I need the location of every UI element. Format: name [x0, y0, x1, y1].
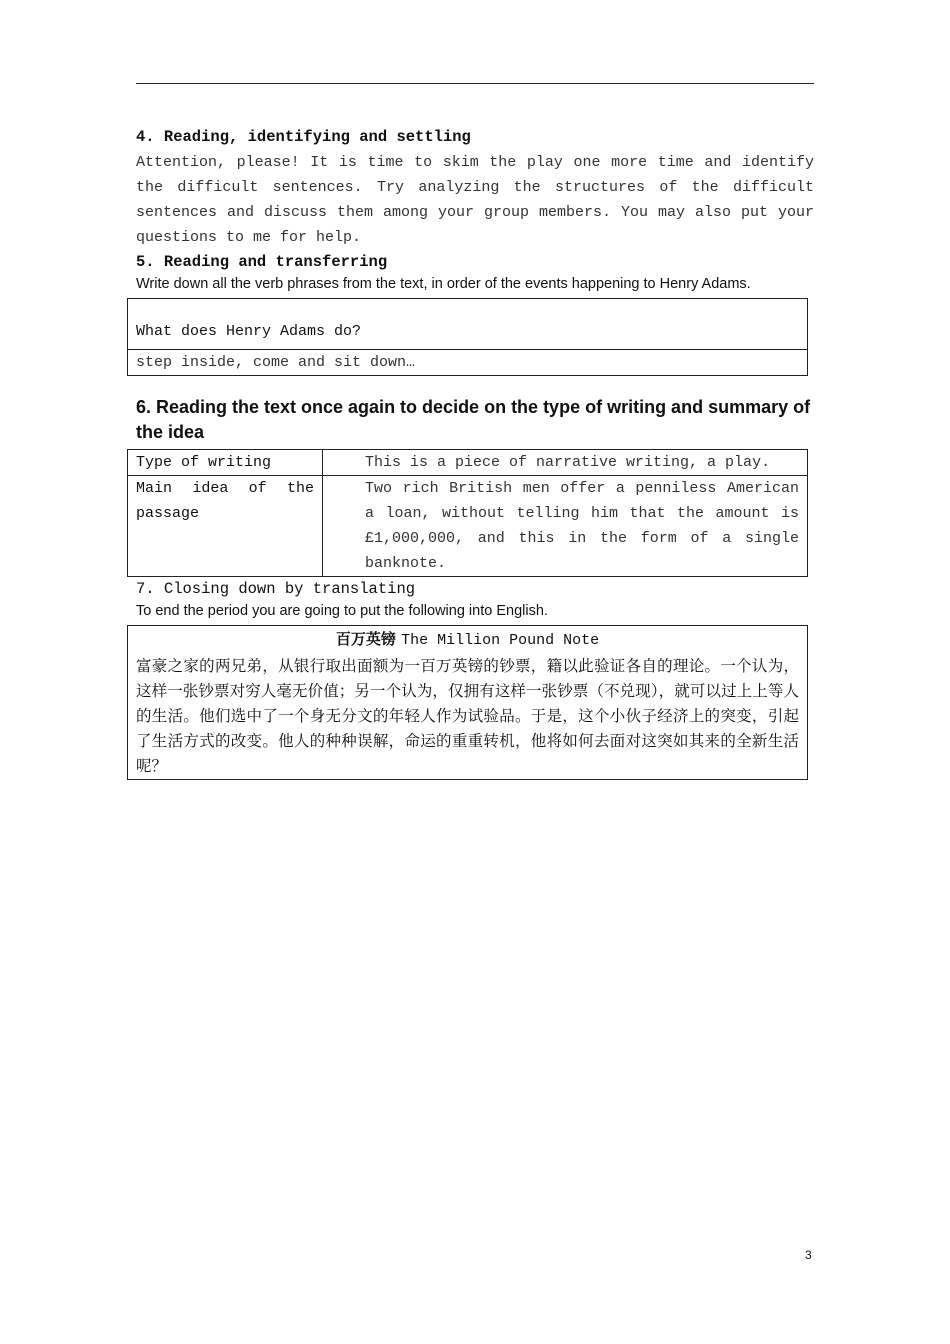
type-of-writing-value: This is a piece of narrative writing, a play. [323, 450, 808, 476]
translation-title-en: The Million Pound Note [401, 632, 600, 649]
verb-phrase-table [127, 298, 808, 376]
section-5-instruction: Write down all the verb phrases from the text, in order of the events happening to Henry Adams. [136, 276, 751, 292]
type-of-writing-label: Type of writing [128, 450, 323, 476]
verb-table-value: step inside, come and sit down… [128, 350, 808, 376]
verb-table-header-text: What does Henry Adams do? [136, 323, 362, 340]
main-idea-value: Two rich British men offer a penniless American a loan, without telling him that the amount is £1,000,000, and this in the form of a single banknote. [323, 476, 808, 577]
translation-title-cn: 百万英镑 [335, 630, 396, 648]
main-idea-label: Main idea of the passage [128, 476, 323, 577]
section-6-heading: 6. Reading the text once again to decide on the type of writing and summary of the idea [136, 397, 811, 442]
section-4-body: Attention, please! It is time to skim the play one more time and identify the difficult sentences. Try analyzing the structures of the difficult sentences and discuss them among your group members. You may also put your questions to me for help. [136, 154, 814, 246]
writing-type-table [127, 449, 808, 577]
section-4-heading: 4. Reading, identifying and settling [136, 128, 471, 146]
header-rule [136, 83, 814, 84]
translation-body: 富豪之家的两兄弟，从银行取出面额为一百万英镑的钞票，籍以此验证各自的理论。一个认为，这样一张钞票对穷人毫无价值；另一个认为，仅拥有这样一张钞票（不兑现），就可以过上上等人的生活。他们选中了一个身无分文的年轻人作为试验品。于是，这个小伙子经济上的突变，引起了生活方式的改变。他人的种种误解，命运的重重转机，他将如何去面对这突如其来的全新生活呢？ [136, 657, 799, 775]
table-row [128, 476, 808, 577]
translation-table [127, 625, 808, 780]
table-row [128, 450, 808, 476]
translation-cell [128, 626, 808, 780]
section-7-instruction: To end the period you are going to put the following into English. [136, 603, 548, 619]
section-5-heading: 5. Reading and transferring [136, 253, 388, 271]
page-number: 3 [805, 1248, 812, 1262]
section-7-heading: 7. Closing down by translating [136, 580, 416, 598]
translation-title [136, 626, 799, 654]
verb-table-header [128, 299, 808, 350]
